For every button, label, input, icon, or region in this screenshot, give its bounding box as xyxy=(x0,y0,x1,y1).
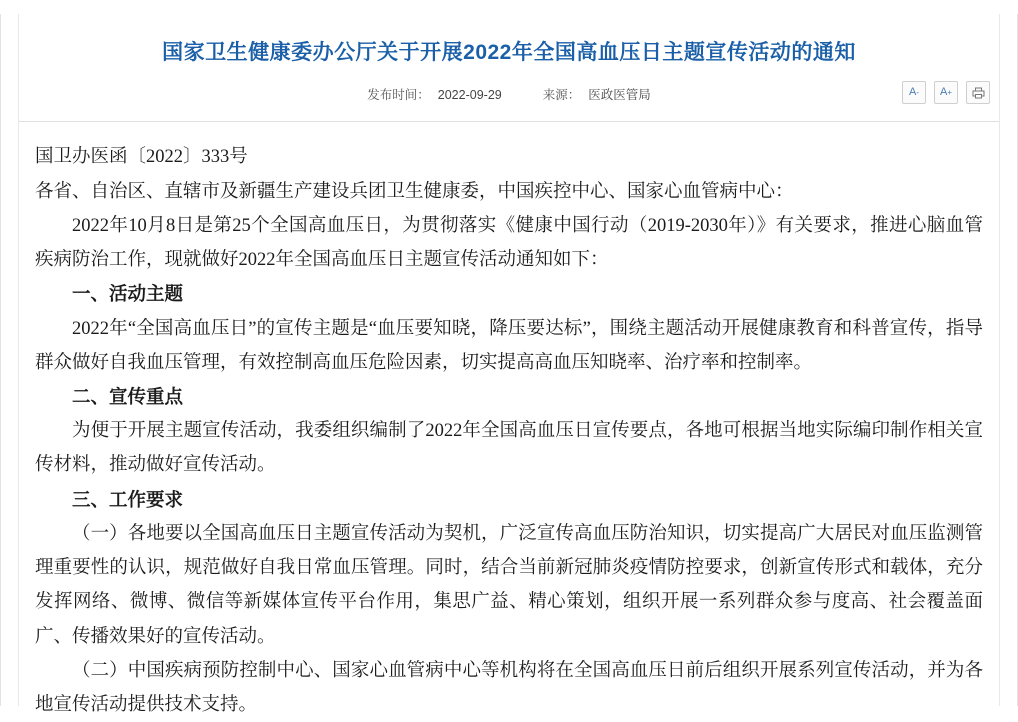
section-2-paragraph-1: 为便于开展主题宣传活动，我委组织编制了2022年全国高血压日宣传要点，各地可根据当地实际编印制作相关宣传材料，推动做好宣传活动。 xyxy=(35,421,983,476)
right-rule xyxy=(999,14,1000,706)
decrease-font-button[interactable] xyxy=(902,81,926,104)
addressee: 各省、自治区、直辖市及新疆生产建设兵团卫生健康委，中国疾控中心、国家心血管病中心： xyxy=(35,181,794,202)
print-button[interactable] xyxy=(966,81,990,104)
left-rule xyxy=(18,14,19,706)
section-1-paragraph-1: 2022年“全国高血压日”的宣传主题是“血压要知晓，降压要达标”，围绕主题活动开展健康教育和科普宣传，指导群众做好自我血压管理，有效控制高血压危险因素，切实提高高血压知晓率、治疗率和控制率。 xyxy=(35,318,983,373)
page-title: 国家卫生健康委办公厅关于开展2022年全国高血压日主题宣传活动的通知 xyxy=(162,41,856,65)
opening-paragraph: 2022年10月8日是第25个全国高血压日，为贯彻落实《健康中国行动（2019-2030年）》有关要求，推进心脑血管疾病防治工作，现就做好2022年全国高血压日主题宣传活动通知如下： xyxy=(35,215,983,271)
increase-font-label: A xyxy=(939,86,948,99)
publish-meta xyxy=(1,85,1017,103)
section-3-paragraph-1: （一）各地要以全国高血压日主题宣传活动为契机，广泛宣传高血压防治知识，切实提高广大居民对血压监测管理重要性的认识，规范做好自我日常血压管理。同时，结合当前新冠肺炎疫情防控要求，创新宣传形式和载体，充分发挥网络、微博、微信等新媒体宣传平台作用，集思广益、精心策划，组织开展一系列群众参与度高、社会覆盖面广、传播效果好的宣传活动。 xyxy=(35,523,983,647)
printer-icon xyxy=(972,87,985,99)
increase-font-button[interactable] xyxy=(934,81,958,104)
document-number: 国卫办医函〔2022〕333号 xyxy=(35,147,248,168)
meta-row xyxy=(1,85,1017,115)
increase-font-sup: + xyxy=(947,87,952,97)
section-heading-2: 二、宣传重点 xyxy=(72,385,184,407)
source-label: 来源： xyxy=(542,88,581,103)
document-page xyxy=(0,14,1018,715)
section-heading-1: 一、活动主题 xyxy=(72,283,184,305)
toolbar xyxy=(902,81,990,104)
decrease-font-sup: - xyxy=(916,87,919,97)
source-value: 医政医管局 xyxy=(588,88,651,103)
section-heading-3: 三、工作要求 xyxy=(72,488,184,510)
publish-time-value: 2022-09-29 xyxy=(437,88,502,103)
document-body xyxy=(1,122,1017,722)
section-3-paragraph-2: （二）中国疾病预防控制中心、国家心血管病中心等机构将在全国高血压日前后组织开展系列宣传活动，并为各地宣传活动提供技术支持。 xyxy=(35,660,983,715)
publish-time-label: 发布时间： xyxy=(367,88,430,103)
decrease-font-label: A xyxy=(908,86,917,99)
